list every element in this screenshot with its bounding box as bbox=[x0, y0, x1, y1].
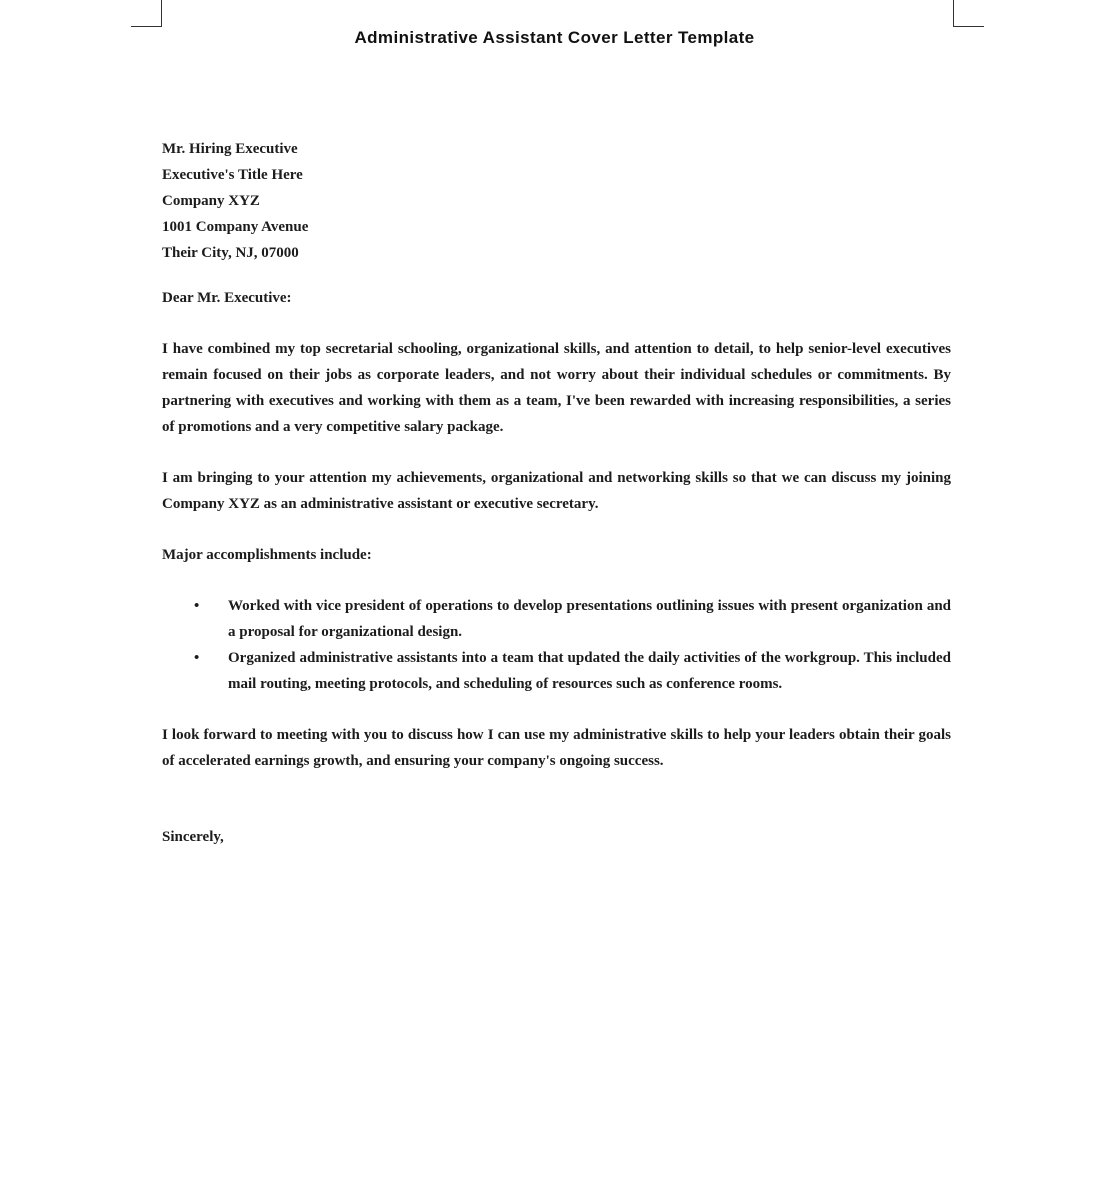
accomplishment-text: Worked with vice president of operations to develop presentations outlining issues with present organization and a proposal for organizational design. bbox=[228, 598, 951, 640]
crop-mark-right bbox=[953, 0, 984, 27]
recipient-address bbox=[162, 136, 951, 266]
paragraph-achievements: I am bringing to your attention my achievements, organizational and networking skills so that we can discuss my joining Company XYZ as an administrative assistant or executive secretary. bbox=[162, 470, 951, 512]
address-line-company: Company XYZ bbox=[162, 193, 260, 209]
paragraph-intro: I have combined my top secretarial schooling, organizational skills, and attention to detail, to help senior-level executives remain focused on their jobs as corporate leaders, and not worry about their individual schedules or commitments. By partnering with executives and working with them as a team, I've been rewarded with increasing responsibilities, a series of promotions and a very competitive salary package. bbox=[162, 341, 951, 435]
sign-off: Sincerely, bbox=[162, 829, 224, 845]
document-title: Administrative Assistant Cover Letter Template bbox=[354, 28, 755, 47]
bullet-icon: • bbox=[194, 650, 200, 666]
address-line-title: Executive's Title Here bbox=[162, 167, 303, 183]
paragraph-closing: I look forward to meeting with you to discuss how I can use my administrative skills to help your leaders obtain their goals of accelerated earnings growth, and ensuring your company's ongoing success. bbox=[162, 727, 951, 769]
list-item bbox=[162, 645, 951, 697]
address-line-street: 1001 Company Avenue bbox=[162, 219, 309, 235]
bullet-icon: • bbox=[194, 598, 200, 614]
accomplishments-list bbox=[162, 593, 951, 697]
list-item bbox=[162, 593, 951, 645]
address-line-city: Their City, NJ, 07000 bbox=[162, 245, 299, 261]
crop-mark-left bbox=[131, 0, 162, 27]
address-line-name: Mr. Hiring Executive bbox=[162, 141, 298, 157]
accomplishment-text: Organized administrative assistants into a team that updated the daily activities of the workgroup. This included mail routing, meeting protocols, and scheduling of resources such as conference rooms. bbox=[228, 650, 951, 692]
accomplishments-intro: Major accomplishments include: bbox=[162, 547, 372, 563]
letter-body bbox=[162, 136, 951, 850]
salutation: Dear Mr. Executive: bbox=[162, 290, 292, 306]
